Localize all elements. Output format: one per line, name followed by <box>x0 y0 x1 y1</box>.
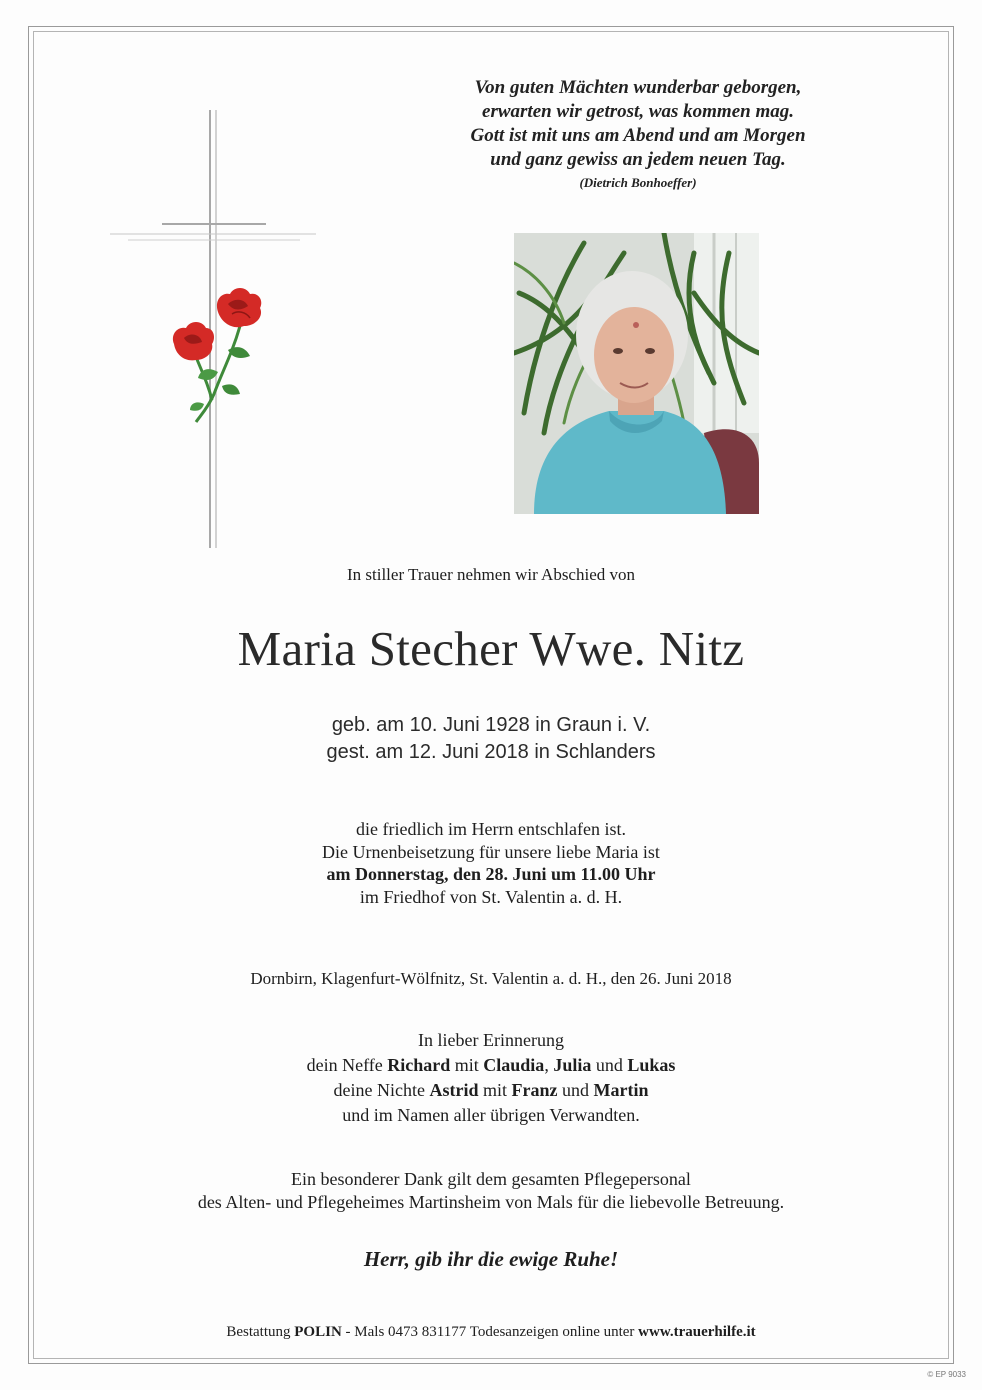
portrait-photo <box>514 233 759 514</box>
thanks-text <box>40 1168 942 1214</box>
family-intro: In lieber Erinnerung <box>418 1030 564 1050</box>
quote-line: erwarten wir getrost, was kommen mag. <box>482 101 794 122</box>
thanks-line: Ein besonderer Dank gilt dem gesamten Pflegepersonal <box>291 1169 691 1189</box>
closing-prayer: Herr, gib ihr die ewige Ruhe! <box>363 1247 619 1271</box>
website-link[interactable]: www.trauerhilfe.it <box>638 1324 756 1340</box>
place-and-date: Dornbirn, Klagenfurt-Wölfnitz, St. Valentin a. d. H., den 26. Juni 2018 <box>250 969 732 988</box>
undertaker-footer: Bestattung POLIN - Mals 0473 831177 Todesanzeigen online unter www.trauerhilfe.it <box>226 1324 756 1340</box>
deceased-name: Maria Stecher Wwe. Nitz <box>237 621 745 676</box>
death-date: gest. am 12. Juni 2018 in Schlanders <box>326 741 656 763</box>
cross-with-roses-icon <box>104 104 324 554</box>
family-line-nephew: dein Neffe Richard mit Claudia, Julia und Lukas <box>306 1055 676 1075</box>
notice-line: Die Urnenbeisetzung für unsere liebe Maria ist <box>322 841 660 862</box>
undertaker-name: POLIN <box>294 1324 342 1340</box>
life-dates <box>40 712 942 766</box>
thanks-line: des Alten- und Pflegeheimes Martinsheim von Mals für die liebevolle Betreuung. <box>197 1192 785 1212</box>
quote-line: Gott ist mit uns am Abend und am Morgen <box>470 125 806 146</box>
quote-author: (Dietrich Bonhoeffer) <box>579 175 697 190</box>
ceremony-date: am Donnerstag, den 28. Juni um 11.00 Uhr <box>326 864 656 884</box>
funeral-notice <box>40 818 942 908</box>
family-signature <box>40 1028 942 1128</box>
family-line-niece: deine Nichte Astrid mit Franz und Martin <box>333 1080 649 1100</box>
intro-text: In stiller Trauer nehmen wir Abschied von <box>346 565 635 584</box>
birth-date: geb. am 10. Juni 1928 in Graun i. V. <box>331 714 651 736</box>
quote-line: Von guten Mächten wunderbar geborgen, <box>474 77 802 98</box>
family-line-relatives: und im Namen aller übrigen Verwandten. <box>342 1105 640 1125</box>
cemetery-location: im Friedhof von St. Valentin a. d. H. <box>359 886 623 907</box>
print-code: © EP 9033 <box>927 1370 966 1379</box>
notice-line: die friedlich im Herrn entschlafen ist. <box>356 819 626 839</box>
bonhoeffer-quote <box>400 76 876 172</box>
quote-line: und ganz gewiss an jedem neuen Tag. <box>490 149 786 170</box>
